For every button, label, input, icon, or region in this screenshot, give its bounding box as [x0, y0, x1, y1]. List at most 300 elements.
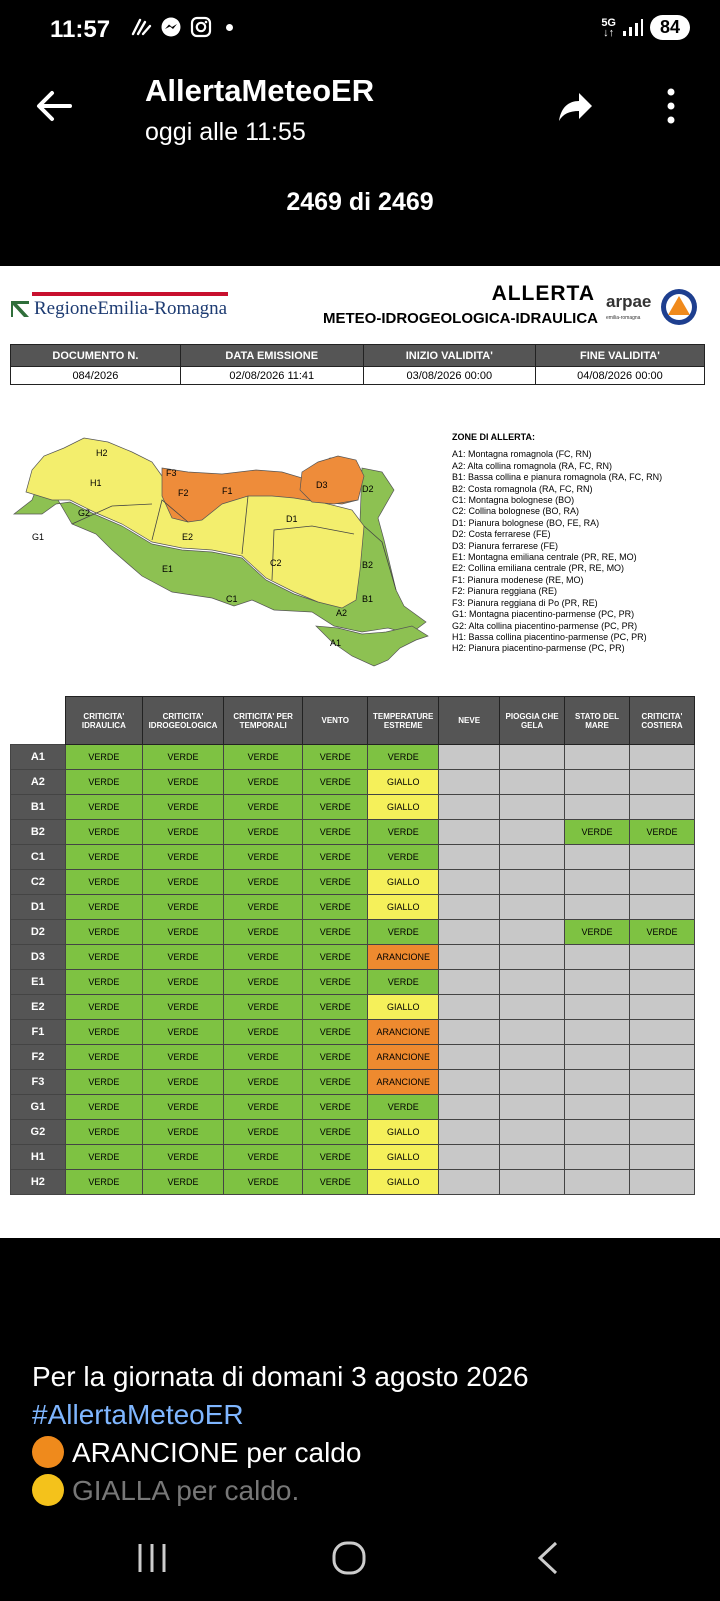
grid-row [11, 795, 695, 820]
zones-legend [452, 432, 662, 655]
grid-column-header: CRITICITA' PER TEMPORALI [224, 697, 303, 745]
grid-column-header: TEMPERATURE ESTREME [368, 697, 439, 745]
yellow-circle-icon [32, 1474, 64, 1506]
grid-cell: VERDE [142, 895, 223, 920]
grid-cell: VERDE [303, 1095, 368, 1120]
grid-cell [500, 745, 565, 770]
grid-cell: VERDE [142, 995, 223, 1020]
grid-cell: VERDE [303, 1070, 368, 1095]
grid-cell: VERDE [142, 870, 223, 895]
grid-cell [500, 1070, 565, 1095]
validity-end: 04/08/2026 00:00 [535, 367, 704, 385]
grid-corner [11, 697, 66, 745]
grid-cell [565, 745, 630, 770]
grid-cell: ARANCIONE [368, 945, 439, 970]
grid-cell: VERDE [224, 920, 303, 945]
zone-legend-item: F1: Pianura modenese (RE, MO) [452, 574, 584, 585]
grid-cell: VERDE [65, 820, 142, 845]
grid-column-header: NEVE [439, 697, 500, 745]
grid-zone-label: E2 [11, 995, 66, 1020]
map-label: C2 [270, 558, 282, 568]
grid-cell [439, 995, 500, 1020]
grid-cell: VERDE [303, 1120, 368, 1145]
grid-cell: VERDE [303, 1045, 368, 1070]
grid-zone-label: F3 [11, 1070, 66, 1095]
grid-column-header: VENTO [303, 697, 368, 745]
battery-indicator: 84 [650, 15, 690, 40]
grid-cell: VERDE [142, 970, 223, 995]
grid-cell: VERDE [65, 1120, 142, 1145]
grid-cell: VERDE [142, 945, 223, 970]
grid-cell: VERDE [65, 1170, 142, 1195]
grid-cell: VERDE [65, 1145, 142, 1170]
grid-cell [629, 1070, 694, 1095]
grid-cell: VERDE [65, 1070, 142, 1095]
zone-legend-item: H2: Pianura piacentino-parmense (PC, PR) [452, 643, 625, 654]
orange-circle-icon [32, 1436, 64, 1468]
grid-cell: VERDE [303, 895, 368, 920]
grid-cell [500, 920, 565, 945]
grid-cell: VERDE [65, 1095, 142, 1120]
grid-cell [439, 870, 500, 895]
grid-cell: VERDE [368, 845, 439, 870]
grid-cell: VERDE [303, 945, 368, 970]
grid-cell: VERDE [65, 795, 142, 820]
zone-legend-item: B2: Costa romagnola (RA, FC, RN) [452, 483, 593, 494]
grid-zone-label: A2 [11, 770, 66, 795]
grid-cell [565, 1095, 630, 1120]
grid-zone-label: E1 [11, 970, 66, 995]
grid-cell: VERDE [224, 1020, 303, 1045]
grid-cell: VERDE [224, 1045, 303, 1070]
grid-cell: VERDE [303, 795, 368, 820]
share-icon[interactable] [555, 87, 595, 127]
grid-cell: VERDE [303, 1020, 368, 1045]
map-label: B2 [362, 560, 374, 570]
grid-row [11, 895, 695, 920]
grid-cell: VERDE [142, 1020, 223, 1045]
grid-cell: VERDE [303, 995, 368, 1020]
grid-cell [500, 820, 565, 845]
grid-cell: VERDE [142, 1095, 223, 1120]
map-label: E1 [162, 564, 174, 574]
grid-cell: VERDE [65, 970, 142, 995]
grid-zone-label: A1 [11, 745, 66, 770]
grid-cell: VERDE [65, 895, 142, 920]
logo-red-bar [32, 292, 228, 296]
grid-cell [565, 845, 630, 870]
grid-cell: VERDE [224, 1070, 303, 1095]
grid-zone-label: C1 [11, 845, 66, 870]
map-label: G1 [32, 532, 45, 542]
grid-cell: VERDE [142, 1120, 223, 1145]
grid-row [11, 945, 695, 970]
grid-row [11, 870, 695, 895]
grid-cell [629, 745, 694, 770]
protezione-civile-logo-icon [660, 288, 698, 326]
grid-zone-label: D1 [11, 895, 66, 920]
grid-cell: VERDE [565, 820, 630, 845]
grid-cell: VERDE [303, 1145, 368, 1170]
grid-cell [500, 970, 565, 995]
grid-cell: VERDE [368, 820, 439, 845]
map-label: E2 [182, 532, 194, 542]
grid-cell: VERDE [303, 870, 368, 895]
grid-cell [565, 1120, 630, 1145]
recent-apps-icon[interactable] [134, 1540, 174, 1576]
arpae-logo: arpae [606, 292, 652, 311]
grid-cell: VERDE [224, 1145, 303, 1170]
grid-cell [629, 970, 694, 995]
region-name: RegioneEmilia-Romagna [34, 298, 228, 319]
grid-cell [629, 895, 694, 920]
grid-row [11, 970, 695, 995]
grid-cell [500, 995, 565, 1020]
zone-legend-item: E1: Montagna emiliana centrale (PR, RE, MO) [452, 552, 637, 563]
grid-cell: VERDE [565, 920, 630, 945]
grid-cell: VERDE [142, 1070, 223, 1095]
zone-legend-item: A1: Montagna romagnola (FC, RN) [452, 449, 592, 460]
map-label: F2 [178, 488, 189, 498]
map-label: D1 [286, 514, 298, 524]
grid-cell: VERDE [65, 845, 142, 870]
map-label: H2 [96, 448, 108, 458]
grid-cell: VERDE [368, 745, 439, 770]
grid-cell: VERDE [224, 870, 303, 895]
grid-cell: VERDE [224, 845, 303, 870]
grid-cell: VERDE [303, 770, 368, 795]
grid-cell: VERDE [142, 745, 223, 770]
map-label: D3 [316, 480, 328, 490]
grid-cell [629, 845, 694, 870]
grid-cell [629, 1120, 694, 1145]
caption-line: Per la giornata di domani 3 agosto 2026 [32, 1361, 529, 1392]
grid-cell [439, 1170, 500, 1195]
grid-cell: VERDE [65, 945, 142, 970]
grid-cell: VERDE [303, 845, 368, 870]
grid-row [11, 845, 695, 870]
grid-cell [500, 1145, 565, 1170]
grid-cell: GIALLO [368, 1145, 439, 1170]
signal-icon [622, 19, 644, 37]
grid-cell [439, 845, 500, 870]
grid-row [11, 1095, 695, 1120]
grid-zone-label: F2 [11, 1045, 66, 1070]
grid-cell [500, 1020, 565, 1045]
caption-orange-text: ARANCIONE per caldo [72, 1437, 362, 1468]
grid-cell: VERDE [368, 1095, 439, 1120]
bulletin-subtitle: METEO-IDROGEOLOGICA-IDRAULICA [323, 310, 598, 327]
grid-cell: VERDE [142, 1170, 223, 1195]
meta-header: INIZIO VALIDITA' [363, 345, 535, 367]
regione-logo [10, 292, 228, 320]
grid-cell [629, 795, 694, 820]
grid-cell [500, 1095, 565, 1120]
grid-cell [439, 970, 500, 995]
grid-zone-label: D2 [11, 920, 66, 945]
bulletin-title: ALLERTA [491, 282, 595, 305]
grid-cell: VERDE [224, 820, 303, 845]
document-number: 084/2026 [11, 367, 181, 385]
zone-legend-item: H1: Bassa collina piacentino-parmense (PC, PR) [452, 631, 647, 642]
zone-legend-item: A2: Alta collina romagnola (RA, FC, RN) [452, 460, 613, 471]
grid-cell: ARANCIONE [368, 1045, 439, 1070]
system-status [601, 15, 690, 40]
grid-cell [629, 1045, 694, 1070]
grid-row [11, 1045, 695, 1070]
grid-zone-label: H1 [11, 1145, 66, 1170]
grid-cell [565, 770, 630, 795]
grid-row [11, 1170, 695, 1195]
grid-cell: VERDE [629, 920, 694, 945]
grid-cell [565, 795, 630, 820]
grid-cell: VERDE [142, 770, 223, 795]
grid-cell: VERDE [142, 920, 223, 945]
zone-legend-item: G1: Montagna piacentino-parmense (PC, PR) [452, 609, 635, 620]
grid-cell: VERDE [65, 745, 142, 770]
grid-column-header: CRITICITA' IDRAULICA [65, 697, 142, 745]
image-counter: 2469 di 2469 [286, 188, 434, 216]
grid-cell [629, 995, 694, 1020]
arpae-logo-sub: emilia-romagna [606, 315, 641, 321]
grid-zone-label: D3 [11, 945, 66, 970]
grid-cell: VERDE [224, 995, 303, 1020]
grid-cell: VERDE [224, 1095, 303, 1120]
grid-cell [565, 995, 630, 1020]
grid-cell [629, 1095, 694, 1120]
grid-zone-label: F1 [11, 1020, 66, 1045]
zone-legend-item: F2: Pianura reggiana (RE) [452, 586, 558, 597]
zone-legend-item: D3: Pianura ferrarese (FE) [452, 540, 559, 551]
grid-cell [439, 745, 500, 770]
grid-cell: GIALLO [368, 895, 439, 920]
zone-legend-item: F3: Pianura reggiana di Po (PR, RE) [452, 597, 598, 608]
network-indicator: 5G ↓↑ [601, 16, 616, 39]
zone-legend-item: G2: Alta collina piacentino-parmense (PC, PR) [452, 620, 638, 631]
grid-cell: VERDE [65, 920, 142, 945]
grid-cell: VERDE [142, 845, 223, 870]
grid-cell [629, 770, 694, 795]
grid-row [11, 920, 695, 945]
grid-cell [439, 820, 500, 845]
grid-cell: VERDE [224, 770, 303, 795]
caption-line [32, 1472, 529, 1510]
grid-cell [500, 895, 565, 920]
zone-legend-item: B1: Bassa collina e pianura romagnola (RA, FC, RN) [452, 472, 663, 483]
grid-cell [500, 795, 565, 820]
instagram-icon [190, 16, 212, 38]
grid-zone-label: G2 [11, 1120, 66, 1145]
grid-row [11, 820, 695, 845]
grid-cell: VERDE [224, 1120, 303, 1145]
grid-cell: VERDE [224, 945, 303, 970]
nfc-icon [130, 16, 152, 38]
grid-cell [439, 945, 500, 970]
grid-cell [439, 1095, 500, 1120]
grid-cell [500, 1120, 565, 1145]
sent-time: oggi alle 11:55 [145, 118, 306, 146]
home-icon[interactable] [330, 1540, 370, 1576]
grid-cell: VERDE [368, 920, 439, 945]
zone-legend-item: C2: Collina bolognese (BO, RA) [452, 506, 580, 517]
sender-name: AllertaMeteoER [145, 73, 375, 108]
grid-cell: VERDE [303, 970, 368, 995]
grid-column-header: CRITICITA' COSTIERA [629, 697, 694, 745]
back-nav-icon[interactable] [530, 1540, 570, 1576]
map-label: D2 [362, 484, 374, 494]
grid-cell: VERDE [303, 1170, 368, 1195]
message-caption [32, 1358, 529, 1510]
grid-cell: VERDE [303, 820, 368, 845]
zone-legend-item: D1: Pianura bolognese (BO, FE, RA) [452, 517, 600, 528]
grid-cell: GIALLO [368, 870, 439, 895]
grid-zone-label: B2 [11, 820, 66, 845]
grid-cell [629, 1145, 694, 1170]
notification-dot-icon [226, 24, 233, 31]
map-area-d3 [300, 456, 364, 504]
grid-cell: VERDE [142, 795, 223, 820]
grid-cell [565, 1145, 630, 1170]
region-alert-map [12, 430, 440, 676]
back-arrow-icon[interactable] [34, 86, 74, 126]
clock: 11:57 [50, 16, 111, 43]
grid-cell: VERDE [303, 920, 368, 945]
caption-line [32, 1434, 529, 1472]
grid-cell: VERDE [142, 1145, 223, 1170]
grid-cell: VERDE [142, 1045, 223, 1070]
map-label: G2 [78, 508, 91, 518]
alert-bulletin-image [0, 266, 720, 1238]
grid-column-header: STATO DEL MARE [565, 697, 630, 745]
caption-yellow-text: GIALLA per caldo. [72, 1475, 300, 1506]
grid-cell [629, 1170, 694, 1195]
grid-zone-label: C2 [11, 870, 66, 895]
grid-cell [565, 895, 630, 920]
grid-cell: ARANCIONE [368, 1070, 439, 1095]
regione-mark-icon [10, 300, 30, 318]
emission-date: 02/08/2026 11:41 [180, 367, 363, 385]
grid-row [11, 745, 695, 770]
document-meta-table [10, 344, 705, 385]
grid-row [11, 1120, 695, 1145]
grid-cell: VERDE [65, 770, 142, 795]
map-label: A1 [330, 638, 342, 648]
grid-cell: VERDE [224, 745, 303, 770]
grid-cell: VERDE [224, 795, 303, 820]
grid-zone-label: H2 [11, 1170, 66, 1195]
grid-cell [500, 845, 565, 870]
grid-cell [565, 945, 630, 970]
grid-cell: GIALLO [368, 995, 439, 1020]
alert-grid-table [10, 696, 695, 1195]
map-label: F1 [222, 486, 233, 496]
grid-cell [629, 1020, 694, 1045]
map-label: H1 [90, 478, 102, 488]
grid-cell: VERDE [65, 1045, 142, 1070]
meta-header: FINE VALIDITA' [535, 345, 704, 367]
grid-cell: GIALLO [368, 795, 439, 820]
grid-cell [500, 770, 565, 795]
grid-cell: VERDE [368, 970, 439, 995]
system-nav-bar [0, 1510, 720, 1601]
grid-cell [565, 1070, 630, 1095]
zones-list [452, 449, 662, 654]
viewer-header [0, 60, 720, 260]
zone-legend-item: C1: Montagna bolognese (BO) [452, 495, 575, 506]
hashtag-link[interactable]: #AllertaMeteoER [32, 1399, 244, 1430]
grid-cell: GIALLO [368, 1120, 439, 1145]
map-label: B1 [362, 594, 374, 604]
grid-cell [439, 895, 500, 920]
grid-row [11, 1145, 695, 1170]
grid-cell [565, 1045, 630, 1070]
grid-row [11, 770, 695, 795]
grid-cell: VERDE [142, 820, 223, 845]
more-options-icon[interactable] [664, 86, 678, 126]
grid-cell [500, 870, 565, 895]
grid-cell [439, 1045, 500, 1070]
grid-row [11, 1020, 695, 1045]
messenger-icon [160, 16, 182, 38]
zones-legend-title: ZONE DI ALLERTA: [452, 432, 535, 442]
grid-column-header: CRITICITA' IDROGEOLOGICA [142, 697, 223, 745]
grid-cell [565, 870, 630, 895]
meta-header: DATA EMISSIONE [180, 345, 363, 367]
grid-cell: GIALLO [368, 770, 439, 795]
status-bar [0, 0, 720, 60]
grid-zone-label: B1 [11, 795, 66, 820]
grid-cell: VERDE [65, 995, 142, 1020]
map-label: A2 [336, 608, 348, 618]
zone-legend-item: E2: Collina emiliana centrale (PR, RE, MO) [452, 563, 625, 574]
grid-cell [439, 795, 500, 820]
grid-cell [500, 945, 565, 970]
grid-cell: VERDE [65, 870, 142, 895]
grid-cell: VERDE [629, 820, 694, 845]
grid-row [11, 1070, 695, 1095]
grid-cell [500, 1045, 565, 1070]
grid-cell [439, 1070, 500, 1095]
grid-cell: VERDE [224, 1170, 303, 1195]
grid-cell [565, 970, 630, 995]
grid-cell: GIALLO [368, 1170, 439, 1195]
map-label: F3 [166, 468, 177, 478]
grid-cell: VERDE [224, 970, 303, 995]
grid-cell: ARANCIONE [368, 1020, 439, 1045]
grid-cell [439, 1120, 500, 1145]
grid-cell: VERDE [224, 895, 303, 920]
grid-column-header: PIOGGIA CHE GELA [500, 697, 565, 745]
grid-cell [439, 1020, 500, 1045]
grid-cell [439, 1145, 500, 1170]
grid-zone-label: G1 [11, 1095, 66, 1120]
grid-cell [565, 1170, 630, 1195]
notification-icons [130, 16, 233, 38]
grid-cell [629, 945, 694, 970]
grid-cell [500, 1170, 565, 1195]
grid-cell: VERDE [303, 745, 368, 770]
meta-header: DOCUMENTO N. [11, 345, 181, 367]
validity-start: 03/08/2026 00:00 [363, 367, 535, 385]
grid-cell [439, 770, 500, 795]
grid-cell [565, 1020, 630, 1045]
grid-cell [629, 870, 694, 895]
map-label: C1 [226, 594, 238, 604]
grid-cell [439, 920, 500, 945]
zone-legend-item: D2: Costa ferrarese (FE) [452, 529, 551, 540]
grid-cell: VERDE [65, 1020, 142, 1045]
grid-row [11, 995, 695, 1020]
